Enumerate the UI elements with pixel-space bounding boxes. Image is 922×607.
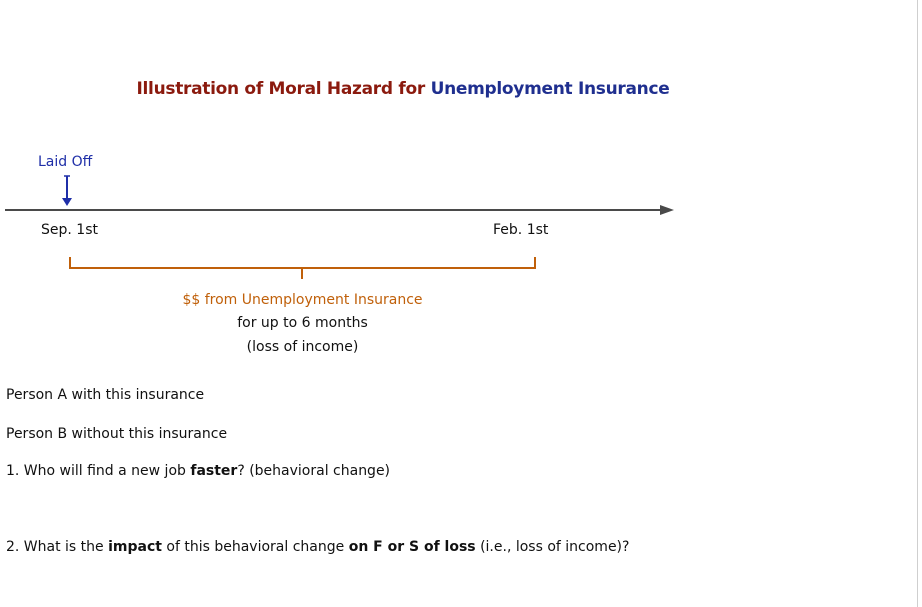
timeline-arrowhead-icon (660, 205, 674, 215)
end-date-label: Feb. 1st (493, 222, 549, 238)
question-1 (6, 463, 390, 479)
laid-off-arrow-icon (62, 176, 72, 206)
question-2-start: 2. What is the (6, 539, 109, 555)
question-2-emphasis-loss: on F or S of loss (348, 539, 476, 555)
person-a-text: Person A with this insurance (6, 387, 205, 403)
question-2-end: (i.e., loss of income)? (475, 539, 630, 555)
start-date-label: Sep. 1st (41, 222, 98, 238)
laid-off-label: Laid Off (38, 154, 93, 170)
question-2 (6, 539, 629, 555)
benefit-amount-label: $$ from Unemployment Insurance (182, 292, 423, 308)
question-1-end: ? (behavioral change) (237, 463, 391, 479)
question-2-emphasis-impact: impact (108, 539, 162, 555)
title-part-unemployment-insurance: Unemployment Insurance (430, 79, 670, 99)
title-part-moral-hazard: Illustration of Moral Hazard for (136, 79, 425, 99)
benefit-duration-label: for up to 6 months (237, 315, 368, 331)
person-b-text: Person B without this insurance (6, 426, 228, 442)
question-2-middle: of this behavioral change (161, 539, 349, 555)
question-1-start: 1. Who will find a new job (6, 463, 191, 479)
question-1-emphasis: faster (190, 463, 238, 479)
benefit-period-bracket (70, 257, 535, 279)
benefit-note-label: (loss of income) (246, 339, 359, 355)
